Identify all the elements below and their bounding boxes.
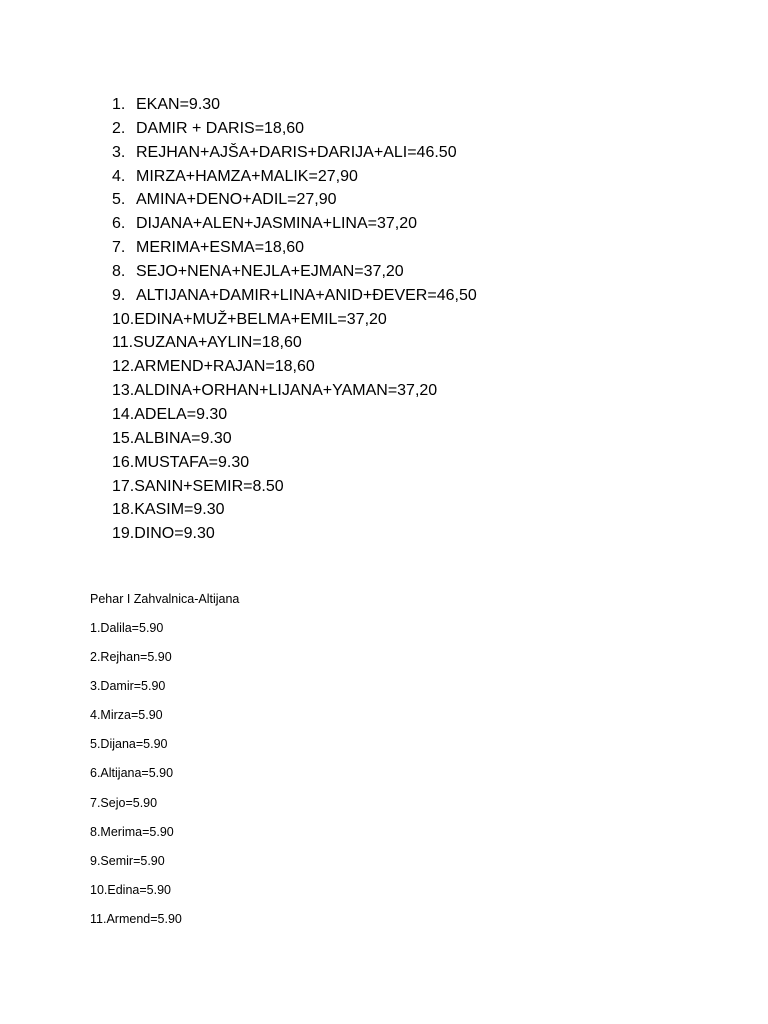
item-text: AMINA+DENO+ADIL=27,90 — [136, 191, 337, 209]
item-number: 14. — [112, 405, 135, 423]
list-item — [112, 475, 477, 499]
item-text: MUSTAFA=9.30 — [134, 453, 250, 471]
list-item — [112, 284, 477, 308]
item-text: SANIN+SEMIR=8.50 — [134, 477, 284, 495]
section-list-item: 2.Rejhan=5.90 — [90, 650, 172, 665]
list-item — [112, 117, 477, 141]
item-text: ALDINA+ORHAN+LIJANA+YAMAN=37,20 — [134, 382, 438, 400]
section-list-item: 9.Semir=5.90 — [90, 853, 165, 868]
list-item — [112, 403, 477, 427]
list-item — [112, 355, 477, 379]
section-list-item: 4.Mirza=5.90 — [90, 708, 163, 723]
item-text: ARMEND+RAJAN=18,60 — [134, 358, 315, 376]
list-item — [112, 308, 477, 332]
item-number: 13. — [112, 382, 135, 400]
list-item — [112, 451, 477, 475]
main-numbered-list — [112, 93, 477, 546]
list-item — [112, 188, 477, 212]
item-number: 4. — [112, 167, 126, 185]
item-text: ADELA=9.30 — [134, 405, 228, 423]
list-item — [112, 165, 477, 189]
section-list-item: 10.Edina=5.90 — [90, 882, 171, 897]
item-text: ALTIJANA+DAMIR+LINA+ANID+ĐEVER=46,50 — [136, 286, 477, 304]
section-list-item: 5.Dijana=5.90 — [90, 737, 168, 752]
item-number: 1. — [112, 96, 126, 113]
item-text: DINO=9.30 — [134, 525, 215, 543]
item-text: REJHAN+AJŠA+DARIS+DARIJA+ALI=46.50 — [136, 143, 457, 161]
item-number: 3. — [112, 143, 126, 161]
item-number: 19. — [112, 525, 135, 543]
section-list-item: 8.Merima=5.90 — [90, 824, 174, 839]
item-number: 15. — [112, 429, 135, 447]
list-item — [112, 522, 477, 546]
item-number: 10. — [112, 310, 135, 328]
list-item — [112, 379, 477, 403]
item-number: 17. — [112, 477, 135, 495]
list-item — [112, 93, 477, 117]
section-list-item: 6.Altijana=5.90 — [90, 766, 174, 781]
section-list — [90, 620, 182, 940]
item-text: MIRZA+HAMZA+MALIK=27,90 — [136, 167, 358, 185]
section-title: Pehar I Zahvalnica-Altijana — [90, 592, 240, 606]
section-list-item: 1.Dalila=5.90 — [90, 621, 164, 635]
list-item — [112, 331, 477, 355]
list-item — [112, 498, 477, 522]
list-item — [112, 427, 477, 451]
item-number: 16. — [112, 453, 135, 471]
item-text: KASIM=9.30 — [134, 501, 225, 519]
item-text: DIJANA+ALEN+JASMINA+LINA=37,20 — [136, 215, 418, 233]
section-list-item: 7.Sejo=5.90 — [90, 795, 158, 810]
list-item — [112, 141, 477, 165]
list-item — [112, 212, 477, 236]
item-number: 18. — [112, 501, 135, 519]
item-number: 2. — [112, 119, 126, 137]
item-text: DAMIR + DARIS=18,60 — [136, 119, 305, 137]
item-text: MERIMA+ESMA=18,60 — [136, 239, 305, 257]
item-text: SEJO+NENA+NEJLA+EJMAN=37,20 — [136, 262, 404, 280]
item-text: SUZANA+AYLIN=18,60 — [133, 334, 302, 352]
item-number: 6. — [112, 215, 126, 233]
item-number: 7. — [112, 239, 126, 257]
section-list-item: 3.Damir=5.90 — [90, 679, 166, 694]
list-item — [112, 260, 477, 284]
item-number: 11. — [112, 334, 134, 352]
item-number: 9. — [112, 286, 126, 304]
item-text: ALBINA=9.30 — [134, 429, 232, 447]
section-list-item: 11.Armend=5.90 — [90, 911, 182, 926]
item-number: 12. — [112, 358, 135, 376]
item-text: EKAN=9.30 — [136, 96, 221, 113]
list-item — [112, 236, 477, 260]
item-text: EDINA+MUŽ+BELMA+EMIL=37,20 — [134, 310, 387, 328]
item-number: 5. — [112, 191, 126, 209]
item-number: 8. — [112, 262, 126, 280]
